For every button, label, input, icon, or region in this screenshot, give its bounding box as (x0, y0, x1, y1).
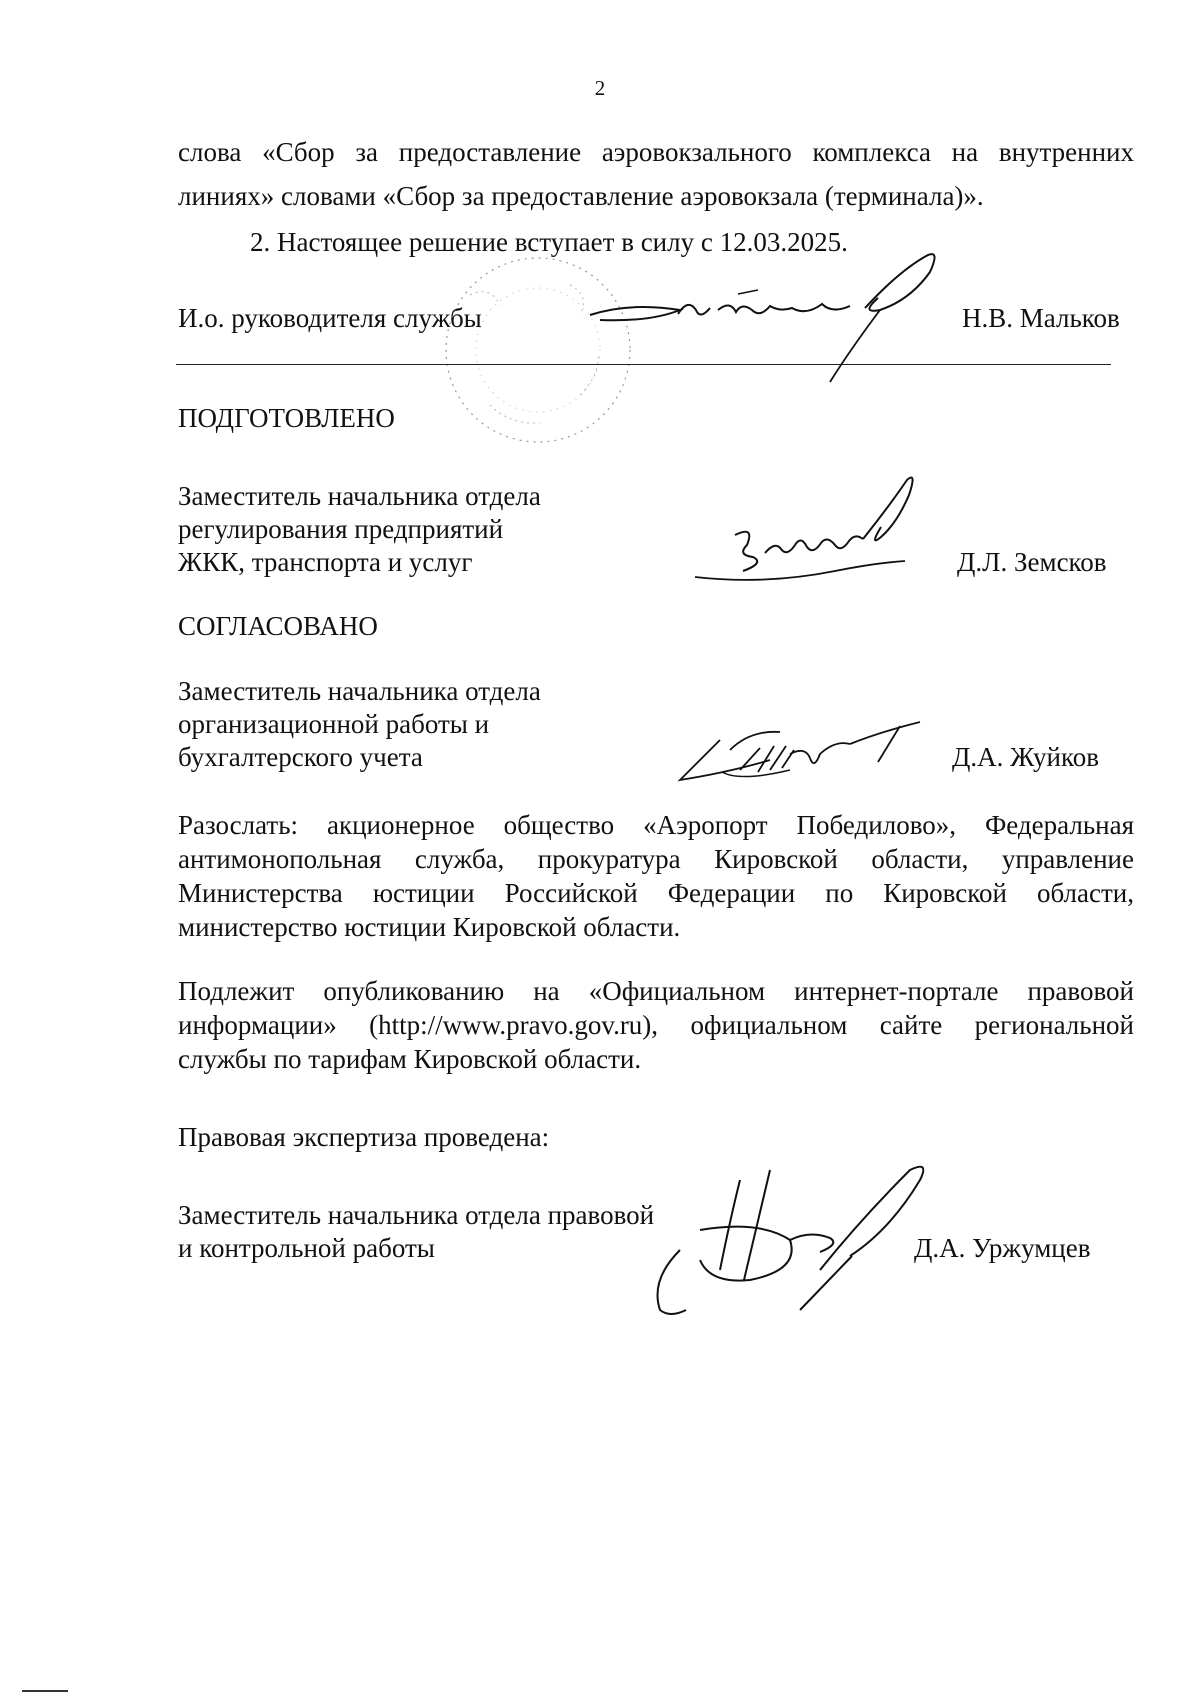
signature-prepared (685, 475, 955, 600)
legal-review-position-line-2: и контрольной работы (178, 1233, 435, 1263)
distribution-line-1: Разослать: акционерное общество «Аэропорт Победилово», Федеральная (178, 810, 1134, 840)
paragraph-1-line-2: линиях» словами «Сбор за предоставление аэровокзала (терминала)». (178, 181, 984, 211)
page-number: 2 (594, 76, 606, 100)
publication-line-3: службы по тарифам Кировской области. (178, 1044, 642, 1074)
legal-review-name: Д.А. Уржумцев (914, 1233, 1091, 1263)
head-name: Н.В. Мальков (962, 303, 1120, 333)
distribution-line-2: антимонопольная служба, прокуратура Кировской области, управление (178, 844, 1134, 874)
paragraph-2: 2. Настоящее решение вступает в силу с 12.03.2025. (250, 227, 848, 257)
publication-line-1: Подлежит опубликованию на «Официальном интернет-портале правовой (178, 976, 1134, 1006)
signature-agreed (670, 710, 940, 790)
agreed-position-line-2: организационной работы и (178, 709, 490, 739)
publication-line-2: информации» (http://www.pravo.gov.ru), официальном сайте региональной (178, 1010, 1134, 1040)
paragraph-1-line-1: слова «Сбор за предоставление аэровокзального комплекса на внутренних (178, 137, 1134, 167)
signature-head (560, 250, 980, 390)
horizontal-divider (176, 364, 1111, 365)
legal-review-heading: Правовая экспертиза проведена: (178, 1122, 550, 1152)
prepared-position-line-1: Заместитель начальника отдела (178, 481, 541, 511)
head-title: И.о. руководителя службы (178, 303, 482, 333)
prepared-heading: ПОДГОТОВЛЕНО (178, 403, 395, 433)
agreed-position-line-3: бухгалтерского учета (178, 742, 423, 772)
agreed-position-line-1: Заместитель начальника отдела (178, 676, 541, 706)
distribution-line-3: Министерства юстиции Российской Федерации по Кировской области, (178, 878, 1134, 908)
agreed-name: Д.А. Жуйков (952, 742, 1099, 772)
prepared-position-line-2: регулирования предприятий (178, 514, 504, 544)
prepared-name: Д.Л. Земсков (957, 547, 1107, 577)
distribution-line-4: министерство юстиции Кировской области. (178, 912, 681, 942)
legal-review-position-line-1: Заместитель начальника отдела правовой (178, 1200, 655, 1230)
prepared-position-line-3: ЖКК, транспорта и услуг (178, 547, 473, 577)
footer-mark (22, 1690, 68, 1692)
agreed-heading: СОГЛАСОВАНО (178, 611, 378, 641)
signature-legal-review (640, 1160, 960, 1320)
